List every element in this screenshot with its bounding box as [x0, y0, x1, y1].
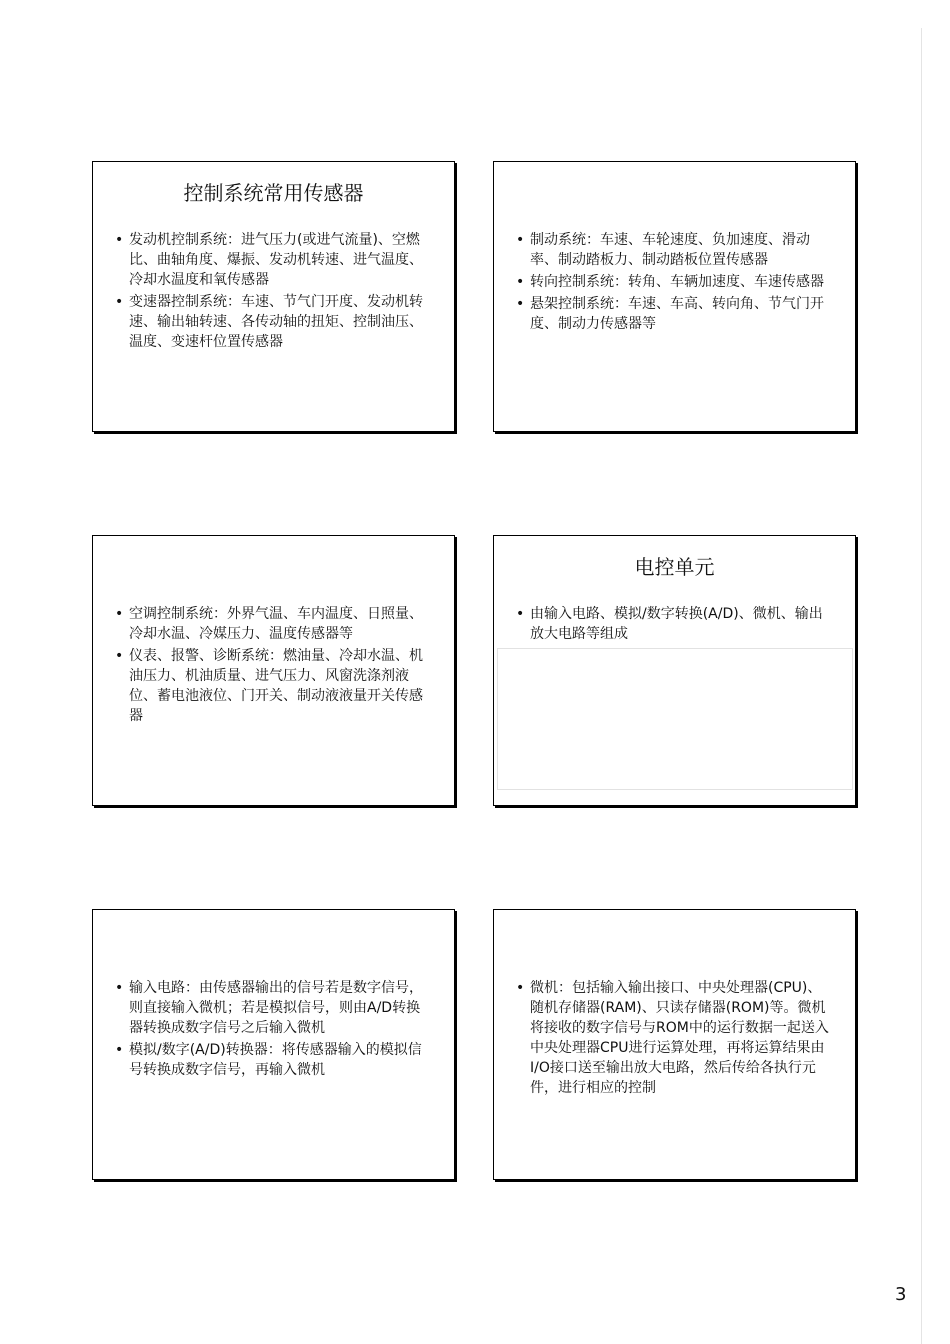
page-edge-line — [921, 28, 922, 1344]
bullet-item: • 发动机控制系统：进气压力(或进气流量)、空燃比、曲轴角度、爆振、发动机转速、进气温度、冷却水温度和氧传感器 — [113, 230, 434, 290]
bullet-list — [514, 230, 835, 336]
slide-title: 控制系统常用传感器 — [183, 181, 364, 205]
bullet-item: • 空调控制系统：外界气温、车内温度、日照量、冷却水温、冷媒压力、温度传感器等 — [113, 604, 434, 644]
bullet-list — [514, 978, 835, 1100]
bullet-list — [514, 604, 835, 646]
bullet-item: • 由输入电路、模拟/数字转换(A/D)、微机、输出放大电路等组成 — [514, 604, 835, 644]
slide-3 — [92, 535, 455, 806]
bullet-list — [113, 604, 434, 728]
bullet-item: • 转向控制系统：转角、车辆加速度、车速传感器 — [514, 272, 835, 292]
bullet-item: • 变速器控制系统：车速、节气门开度、发动机转速、输出轴转速、各传动轴的扭矩、控制油压、温度、变速杆位置传感器 — [113, 292, 434, 352]
bullet-item: • 输入电路：由传感器输出的信号若是数字信号，则直接输入微机；若是模拟信号，则由A/D转换器转换成数字信号之后输入微机 — [113, 978, 434, 1038]
slide-6 — [493, 909, 856, 1180]
bullet-item: • 仪表、报警、诊断系统：燃油量、冷却水温、机油压力、机油质量、进气压力、风窗洗涤剂液位、蓄电池液位、门开关、制动液液量开关传感器 — [113, 646, 434, 726]
bullet-list — [113, 230, 434, 354]
bullet-item: • 悬架控制系统：车速、车高、转向角、节气门开度、制动力传感器等 — [514, 294, 835, 334]
slide-1 — [92, 161, 455, 432]
bullet-item: • 制动系统：车速、车轮速度、负加速度、滑动率、制动踏板力、制动踏板位置传感器 — [514, 230, 835, 270]
slide-title: 电控单元 — [634, 555, 715, 579]
slide-2 — [493, 161, 856, 432]
slide-5 — [92, 909, 455, 1180]
slide-4 — [493, 535, 856, 806]
bullet-list — [113, 978, 434, 1082]
bullet-item: • 模拟/数字(A/D)转换器：将传感器输入的模拟信号转换成数字信号，再输入微机 — [113, 1040, 434, 1080]
image-placeholder — [497, 648, 853, 790]
page-number: 3 — [895, 1284, 907, 1305]
bullet-item: • 微机：包括输入输出接口、中央处理器(CPU)、随机存储器(RAM)、只读存储器(ROM)等。微机将接收的数字信号与ROM中的运行数据一起送入中央处理器CPU进行运算处理，再将运算结果由I/O接口送至输出放大电路，然后传给各执行元件，进行相应的控制 — [514, 978, 835, 1098]
